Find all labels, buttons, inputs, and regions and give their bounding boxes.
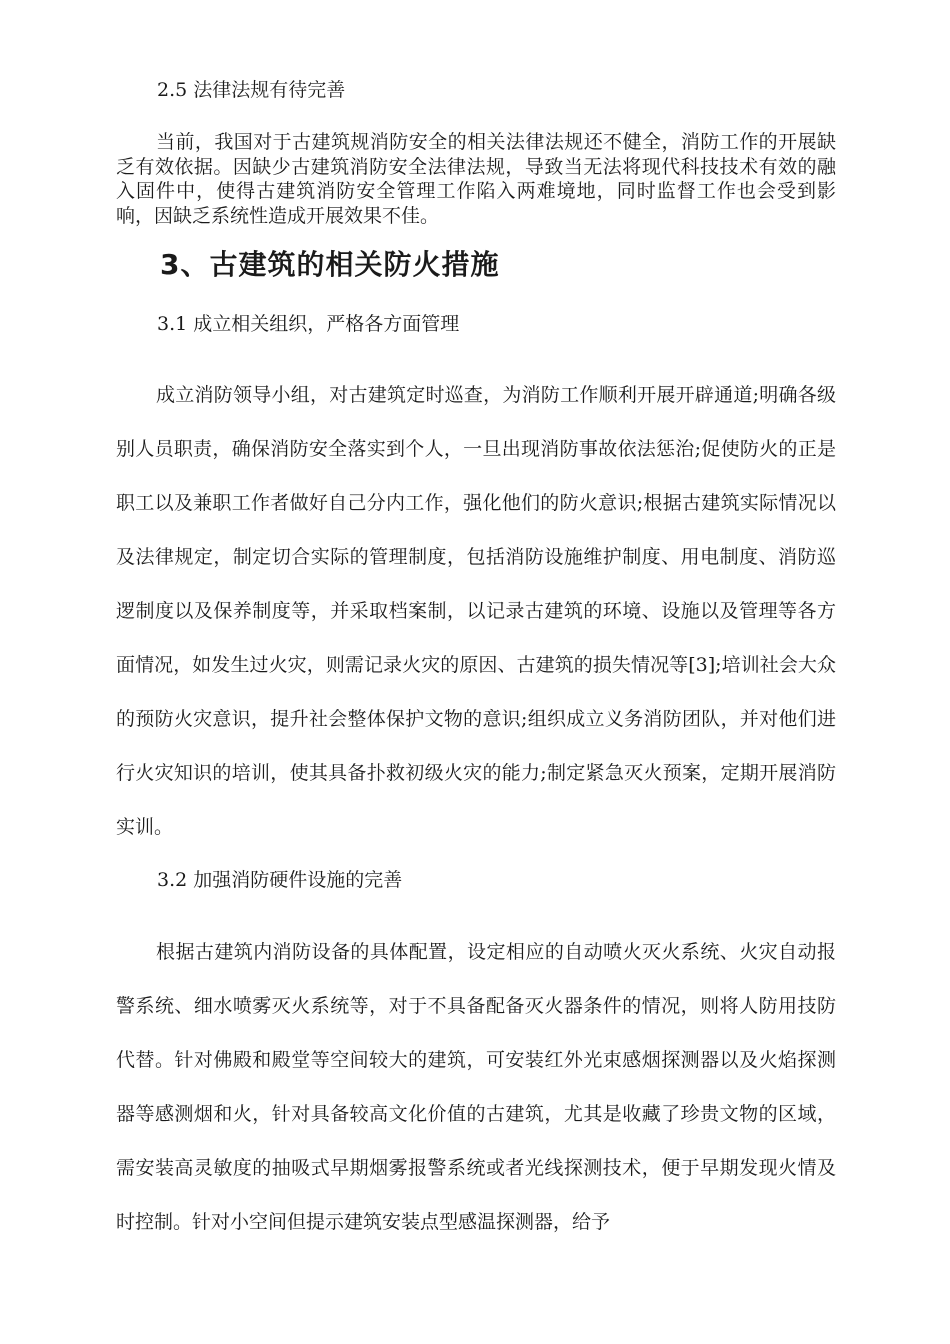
section-3-heading: 3、古建筑的相关防火措施 [160, 248, 500, 281]
section-3-1-heading: 3.1 成立相关组织，严格各方面管理 [157, 313, 460, 335]
section-3-1-paragraph: 成立消防领导小组，对古建筑定时巡查，为消防工作顺利开展开辟通道;明确各级别人员职责，确保消防安全落实到个人，一旦出现消防事故依法惩治;促使防火的正是职工以及兼职工作者做好自己分内工作，强化他们的防火意识;根据古建筑实际情况以及法律规定，制定切合实际的管理制度，包括消防设施维护制度、用电制度、消防巡逻制度以及保养制度等，并采取档案制，以记录古建筑的环境、设施以及管理等各方面情况，如发生过火灾，则需记录火灾的原因、古建筑的损失情况等[3];培训社会大众的预防火灾意识，提升社会整体保护文物的意识;组织成立义务消防团队，并对他们进行火灾知识的培训，使其具备扑救初级火灾的能力;制定紧急灭火预案，定期开展消防实训。 [116, 384, 836, 838]
section-3-2-heading: 3.2 加强消防硬件设施的完善 [157, 869, 403, 891]
section-3-2-paragraph: 根据古建筑内消防设备的具体配置，设定相应的自动喷火灭火系统、火灾自动报警系统、细水喷雾灭火系统等，对于不具备配备灭火器条件的情况，则将人防用技防代替。针对佛殿和殿堂等空间较大的建筑，可安装红外光束感烟探测器以及火焰探测器等感测烟和火，针对具备较高文化价值的古建筑，尤其是收藏了珍贵文物的区域，需安装高灵敏度的抽吸式早期烟雾报警系统或者光线探测技术，便于早期发现火情及时控制。针对小空间但提示建筑安装点型感温探测器，给予 [116, 941, 836, 1233]
section-2-5-heading: 2.5 法律法规有待完善 [157, 79, 346, 101]
section-2-5-paragraph: 当前，我国对于古建筑规消防安全的相关法律法规还不健全，消防工作的开展缺乏有效依据。因缺少古建筑消防安全法律法规，导致当无法将现代科技技术有效的融入固件中，使得古建筑消防安全管理工作陷入两难境地，同时监督工作也会受到影响，因缺乏系统性造成开展效果不佳。 [116, 131, 836, 227]
